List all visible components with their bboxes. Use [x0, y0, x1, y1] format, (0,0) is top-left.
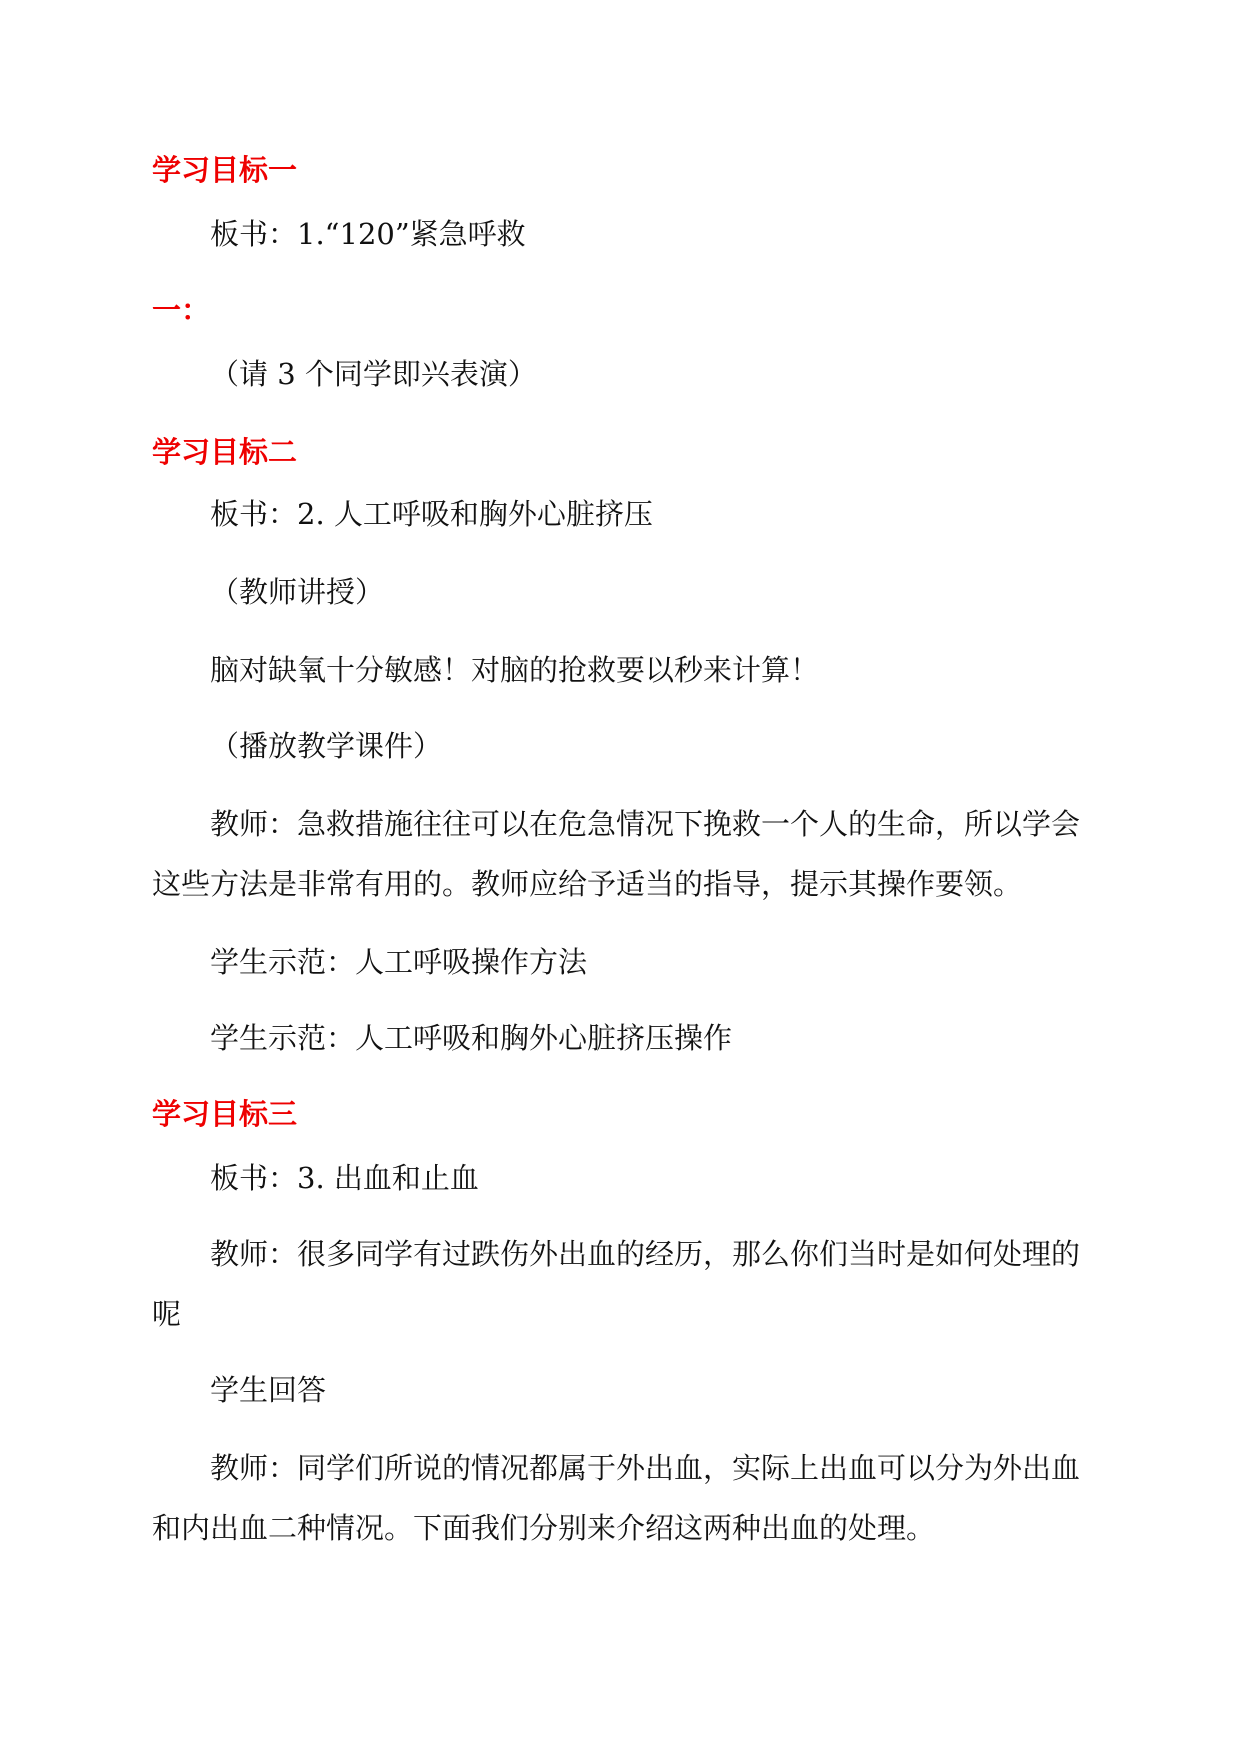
section-heading-goal-3: 学习目标三	[152, 1097, 298, 1131]
paragraph-board-2: 板书：2. 人工呼吸和胸外心脏挤压	[210, 497, 653, 531]
section-heading-one: 一：	[152, 293, 211, 327]
paragraph-teacher-lecture: （教师讲授）	[210, 575, 385, 609]
paragraph-student-answer: 学生回答	[210, 1373, 327, 1407]
paragraph-teacher-first-aid-line-2: 这些方法是非常有用的。教师应给予适当的指导，提示其操作要领。	[152, 867, 1023, 901]
paragraph-teacher-first-aid-line-1: 教师：急救措施往往可以在危急情况下挽救一个人的生命，所以学会	[210, 807, 1081, 841]
paragraph-play-courseware: （播放教学课件）	[210, 729, 443, 763]
section-heading-goal-2: 学习目标二	[152, 435, 298, 469]
paragraph-performance: （请 3 个同学即兴表演）	[210, 357, 537, 391]
paragraph-teacher-external-bleeding-line-2: 和内出血二种情况。下面我们分别来介绍这两种出血的处理。	[152, 1511, 936, 1545]
paragraph-brain-oxygen: 脑对缺氧十分敏感！对脑的抢救要以秒来计算！	[210, 653, 820, 687]
paragraph-teacher-bleeding-line-2: 呢	[152, 1297, 182, 1331]
paragraph-teacher-bleeding-line-1: 教师：很多同学有过跌伤外出血的经历，那么你们当时是如何处理的	[210, 1237, 1081, 1271]
paragraph-board-3: 板书：3. 出血和止血	[210, 1161, 479, 1195]
section-heading-goal-1: 学习目标一	[152, 153, 298, 187]
paragraph-teacher-external-bleeding-line-1: 教师：同学们所说的情况都属于外出血，实际上出血可以分为外出血	[210, 1451, 1081, 1485]
paragraph-board-1: 板书：1.“120”紧急呼救	[210, 217, 526, 251]
paragraph-student-demo-1: 学生示范：人工呼吸操作方法	[210, 945, 588, 979]
paragraph-student-demo-2: 学生示范：人工呼吸和胸外心脏挤压操作	[210, 1021, 733, 1055]
